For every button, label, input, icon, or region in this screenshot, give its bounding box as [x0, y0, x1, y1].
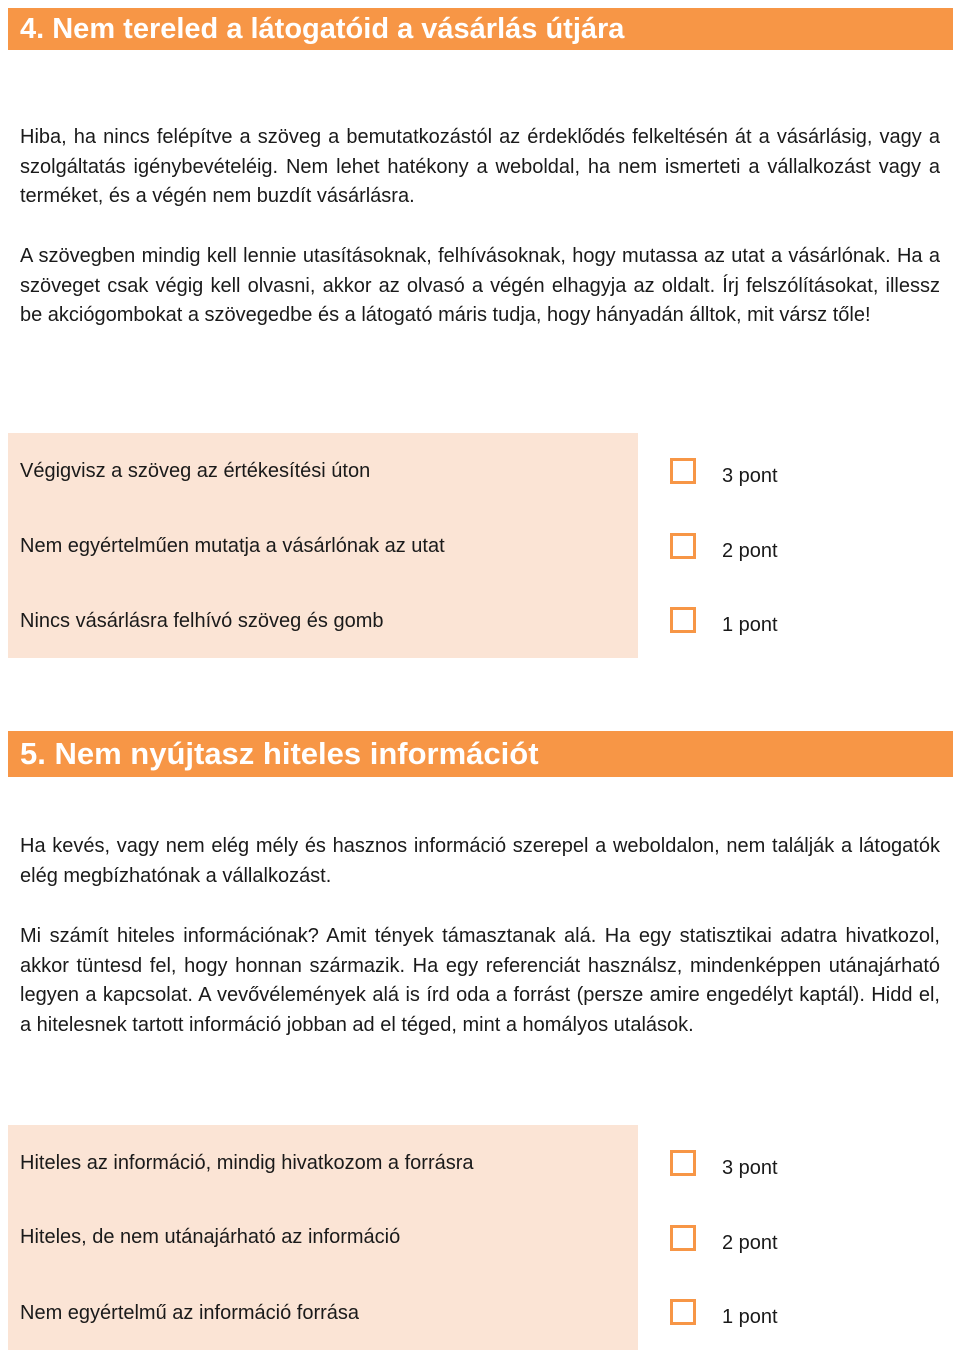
- section-5-paragraph-1: Ha kevés, vagy nem elég mély és hasznos információ szerepel a weboldalon, nem találják a látogatók elég megbízhatónak a vállalkozást.: [20, 835, 940, 887]
- option-points: 1 pont: [722, 1306, 778, 1328]
- option-label: Hiteles az információ, mindig hivatkozom a forrásra: [20, 1152, 474, 1174]
- option-label: Nincs vásárlásra felhívó szöveg és gomb: [20, 610, 384, 632]
- section-5-title: 5. Nem nyújtasz hiteles információt: [8, 731, 953, 777]
- checkbox-icon[interactable]: [670, 458, 696, 484]
- checkbox-icon[interactable]: [670, 1225, 696, 1251]
- section-4-paragraph-2: A szövegben mindig kell lennie utasításoknak, felhívásoknak, hogy mutassa az utat a vásárlónak. Ha a szöveget csak végig kell olvasni, akkor az olvasó a végén elhagyja az oldalt. Írj felszólításokat, illessz be akciógombokat a szövegedbe és a látogató máris tudja, hogy hányadán álltok, mit vársz tőle!: [20, 245, 940, 326]
- option-points: 1 pont: [722, 614, 778, 636]
- option-label: Végigvisz a szöveg az értékesítési úton: [20, 460, 371, 482]
- option-label: Nem egyértelműen mutatja a vásárlónak az utat: [20, 535, 445, 557]
- option-points: 2 pont: [722, 540, 778, 562]
- checkbox-icon[interactable]: [670, 607, 696, 633]
- option-points: 2 pont: [722, 1232, 778, 1254]
- option-points: 3 pont: [722, 1157, 778, 1179]
- section-4-paragraph-1: Hiba, ha nincs felépítve a szöveg a bemutatkozástól az érdeklődés felkeltésén át a vásárlásig, vagy a szolgáltatás igénybevételéig. Nem lehet hatékony a weboldal, ha nem ismerteti a vállalkozást vagy a terméket, és a végén nem buzdít vásárlásra.: [20, 126, 940, 207]
- option-points: 3 pont: [722, 465, 778, 487]
- checkbox-icon[interactable]: [670, 1150, 696, 1176]
- option-label: Nem egyértelmű az információ forrása: [20, 1302, 360, 1324]
- checkbox-icon[interactable]: [670, 1299, 696, 1325]
- section-5-paragraph-2: Mi számít hiteles információnak? Amit tények támasztanak alá. Ha egy statisztikai adatra hivatkozol, akkor tüntesd fel, hogy honnan származik. Ha egy referenciát használsz, mindenképpen utánajárható legyen a kapcsolat. A vevővélemények alá is írd oda a forrást (persze amire engedélyt kaptál). Hidd el, a hitelesnek tartott információ jobban ad el téged, mint a homályos utalások.: [20, 925, 940, 1036]
- checkbox-icon[interactable]: [670, 533, 696, 559]
- section-4-title: 4. Nem tereled a látogatóid a vásárlás útjára: [8, 8, 953, 50]
- option-label: Hiteles, de nem utánajárható az információ: [20, 1226, 401, 1248]
